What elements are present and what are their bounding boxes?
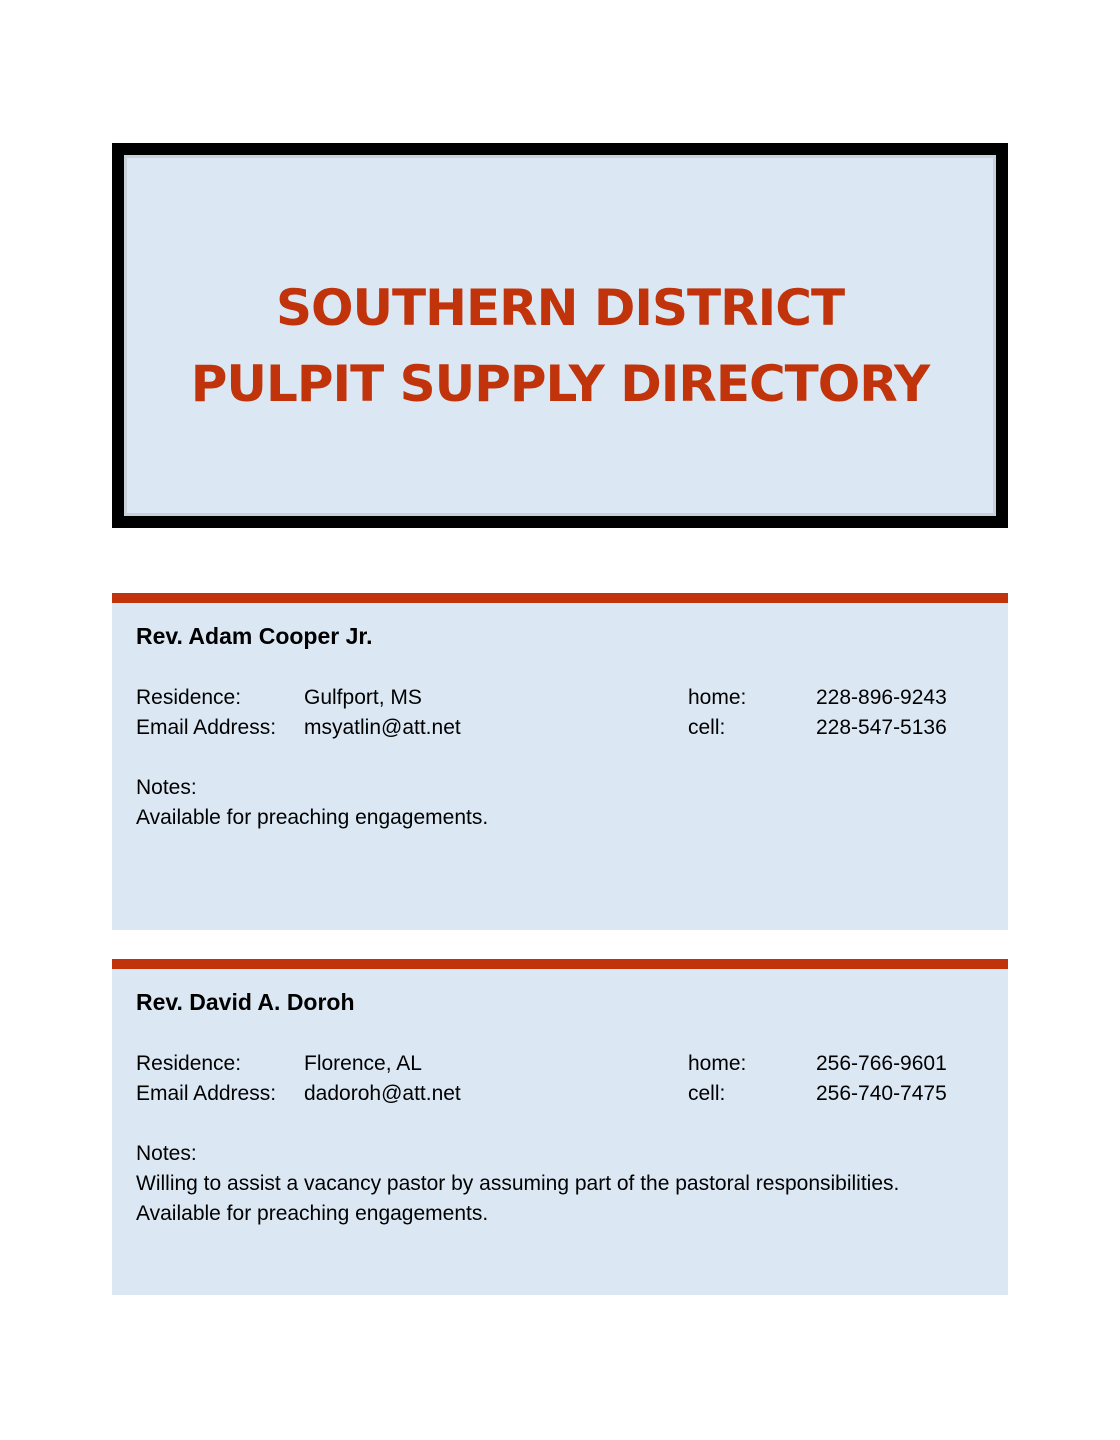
title-panel: [124, 155, 996, 516]
notes-text: [136, 803, 488, 833]
cell-phone-label: cell:: [688, 716, 726, 739]
cell-phone-value: 228-547-5136: [816, 716, 947, 739]
email-label: Email Address:: [136, 716, 277, 739]
email-value: dadoroh@att.net: [304, 1082, 461, 1105]
residence-label: Residence:: [136, 1052, 242, 1075]
residence-value: Florence, AL: [304, 1052, 422, 1075]
notes-line: Available for preaching engagements.: [136, 1202, 489, 1225]
notes-line: Available for preaching engagements.: [136, 806, 489, 829]
entry-name: Rev. David A. Doroh: [136, 989, 355, 1015]
directory-entry: [112, 593, 1008, 930]
cell-phone-value: 256-740-7475: [816, 1082, 947, 1105]
email-value: msyatlin@att.net: [304, 716, 461, 739]
entry-name: Rev. Adam Cooper Jr.: [136, 623, 373, 649]
cell-phone-label: cell:: [688, 1082, 726, 1105]
home-phone-label: home:: [688, 686, 747, 709]
notes-label: Notes:: [136, 1142, 197, 1165]
home-phone-label: home:: [688, 1052, 747, 1075]
notes-label: Notes:: [136, 776, 197, 799]
title-line-1: SOUTHERN DISTRICT: [275, 279, 845, 337]
directory-entry: [112, 959, 1008, 1295]
home-phone-value: 256-766-9601: [816, 1052, 947, 1075]
residence-value: Gulfport, MS: [304, 686, 422, 709]
residence-label: Residence:: [136, 686, 242, 709]
title-line-2: PULPIT SUPPLY DIRECTORY: [190, 355, 930, 413]
notes-text: [136, 1169, 899, 1229]
home-phone-value: 228-896-9243: [816, 686, 947, 709]
email-label: Email Address:: [136, 1082, 277, 1105]
title-frame: [112, 143, 1008, 528]
notes-line: Willing to assist a vacancy pastor by assuming part of the pastoral responsibilities.: [136, 1172, 900, 1195]
